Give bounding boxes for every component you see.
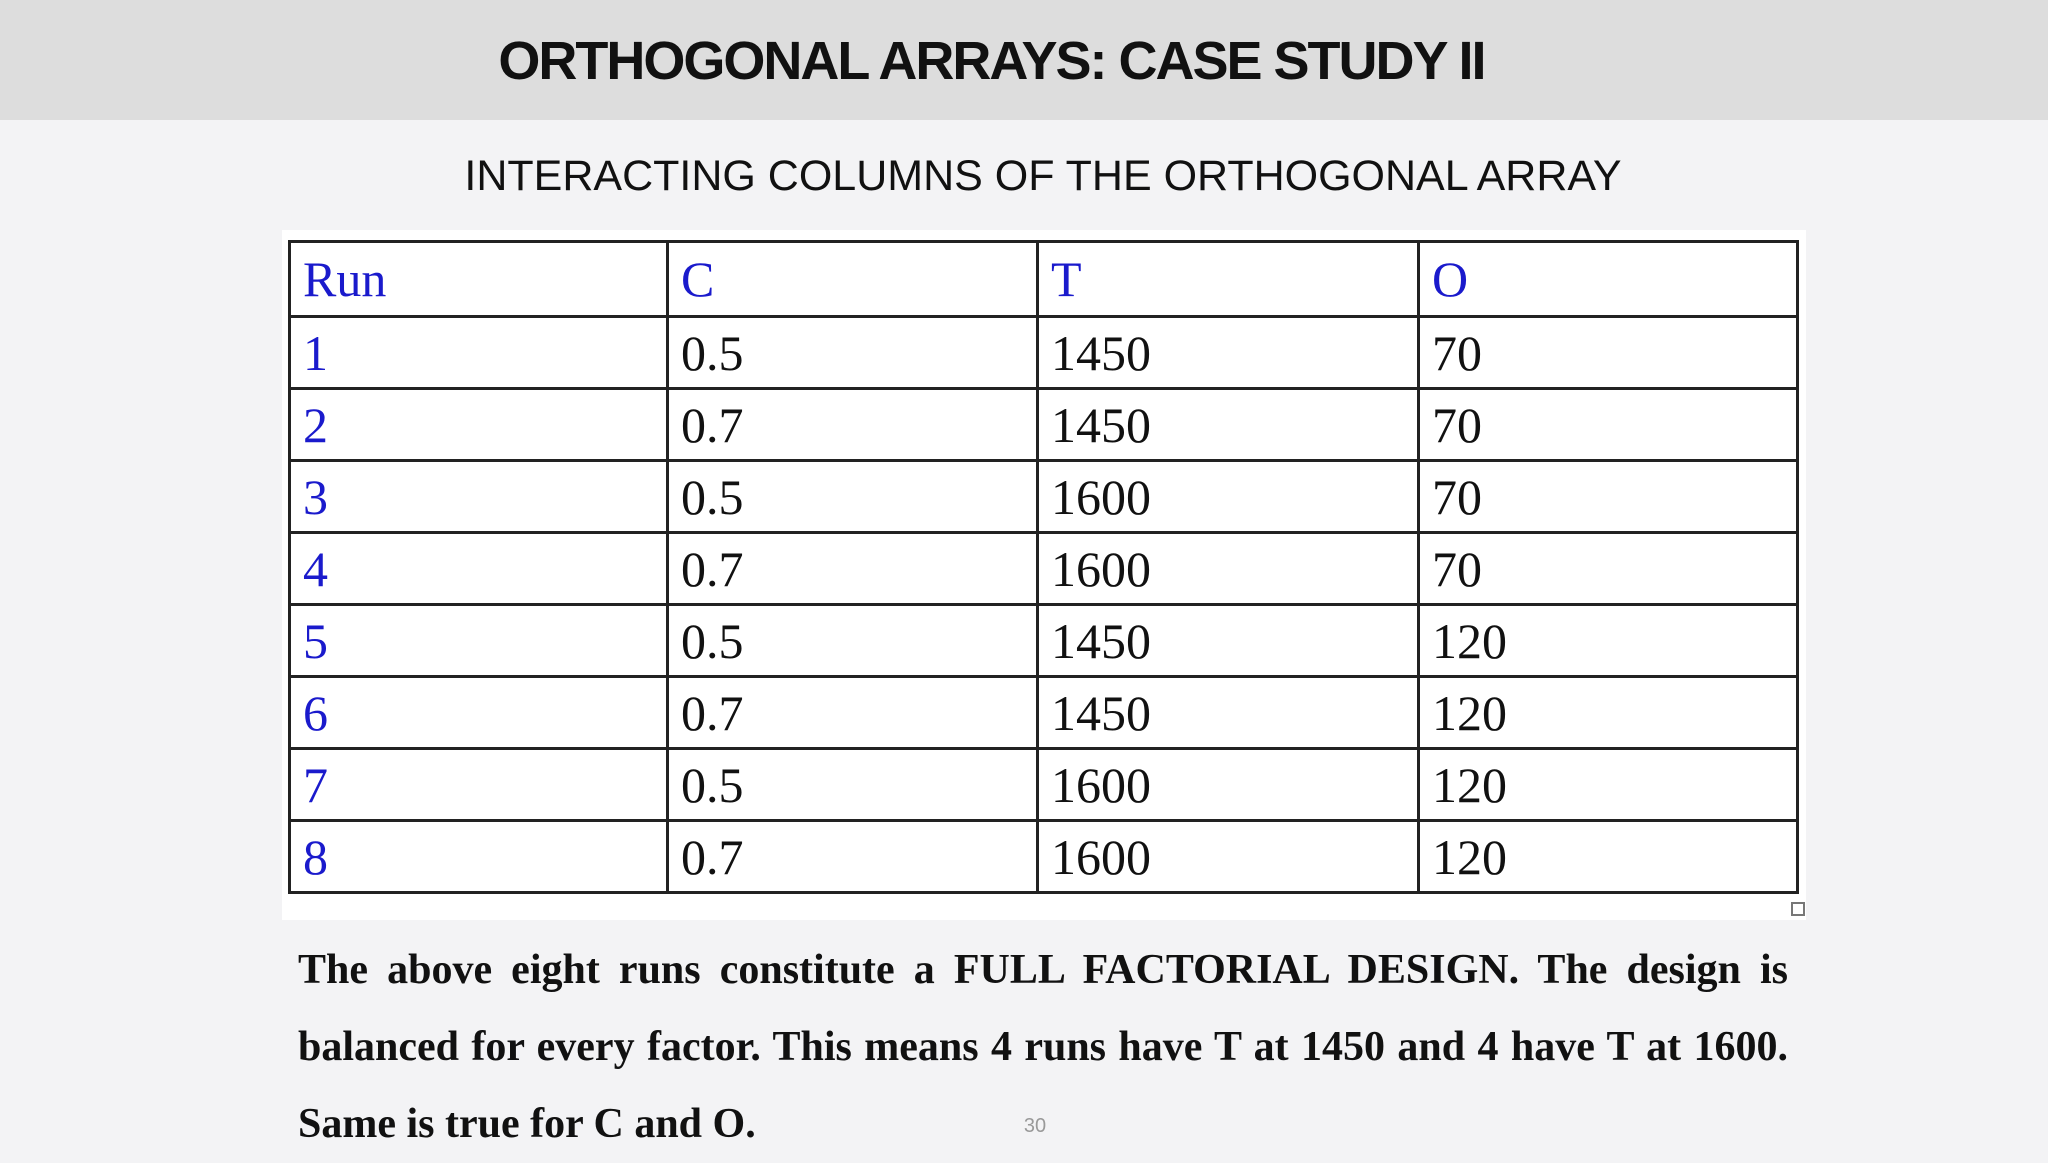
cell-c: 0.5	[668, 461, 1038, 533]
cell-t: 1600	[1038, 461, 1419, 533]
cell-c: 0.5	[668, 317, 1038, 389]
slide-subtitle: INTERACTING COLUMNS OF THE ORTHOGONAL ARRAY	[464, 152, 1622, 200]
slide-body-text: The above eight runs constitute a FULL FACTORIAL DESIGN. The design is balanced for every factor. This means 4 runs have T at 1450 and 4 have T at 1600. Same is true for C and O.	[298, 947, 1788, 1147]
cell-t: 1600	[1038, 749, 1419, 821]
cell-run: 4	[290, 533, 668, 605]
table-row	[290, 677, 1798, 749]
table-header-row	[290, 242, 1798, 317]
table-row	[290, 461, 1798, 533]
table-row	[290, 533, 1798, 605]
table-image[interactable]	[282, 230, 1806, 920]
table-row	[290, 389, 1798, 461]
cell-t: 1450	[1038, 317, 1419, 389]
table-row	[290, 749, 1798, 821]
cell-t: 1600	[1038, 533, 1419, 605]
cell-o: 70	[1419, 317, 1798, 389]
header-o: O	[1419, 242, 1798, 317]
cell-o: 120	[1419, 749, 1798, 821]
cell-t: 1450	[1038, 389, 1419, 461]
cell-run: 3	[290, 461, 668, 533]
resize-handle[interactable]	[1791, 902, 1805, 916]
orthogonal-array-table	[288, 240, 1799, 894]
cell-run: 2	[290, 389, 668, 461]
cell-c: 0.7	[668, 533, 1038, 605]
header-run: Run	[290, 242, 668, 317]
slide-title: ORTHOGONAL ARRAYS: CASE STUDY II	[498, 31, 1485, 91]
table-row	[290, 821, 1798, 893]
cell-t: 1450	[1038, 605, 1419, 677]
cell-run: 1	[290, 317, 668, 389]
cell-t: 1600	[1038, 821, 1419, 893]
cell-t: 1450	[1038, 677, 1419, 749]
cell-o: 70	[1419, 389, 1798, 461]
cell-o: 70	[1419, 461, 1798, 533]
cell-c: 0.7	[668, 821, 1038, 893]
cell-run: 5	[290, 605, 668, 677]
header-t: T	[1038, 242, 1419, 317]
page-number: 30	[1023, 1115, 1047, 1137]
cell-run: 6	[290, 677, 668, 749]
cell-o: 120	[1419, 821, 1798, 893]
cell-c: 0.7	[668, 389, 1038, 461]
cell-o: 120	[1419, 677, 1798, 749]
cell-o: 120	[1419, 605, 1798, 677]
cell-run: 8	[290, 821, 668, 893]
cell-o: 70	[1419, 533, 1798, 605]
table-row	[290, 605, 1798, 677]
header-c: C	[668, 242, 1038, 317]
cell-run: 7	[290, 749, 668, 821]
cell-c: 0.5	[668, 749, 1038, 821]
cell-c: 0.7	[668, 677, 1038, 749]
cell-c: 0.5	[668, 605, 1038, 677]
table-row	[290, 317, 1798, 389]
